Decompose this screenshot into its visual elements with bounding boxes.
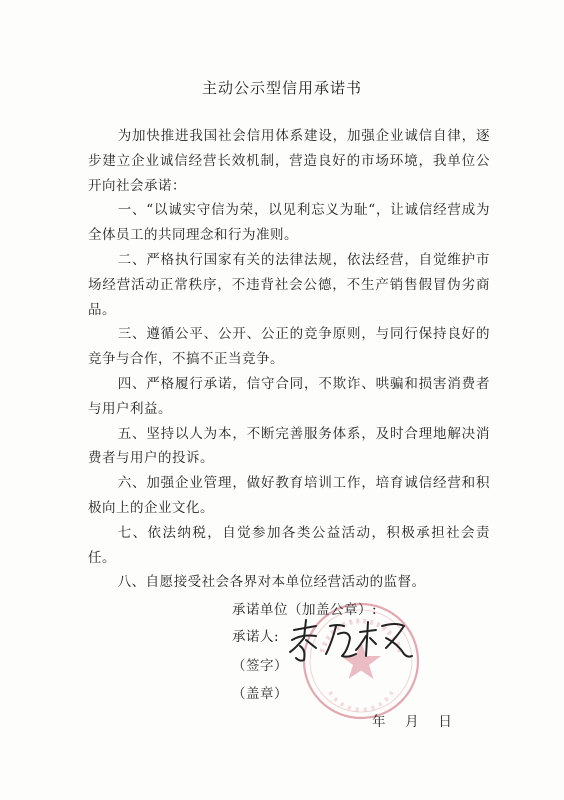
commitment-item-5: 五、坚持以人为本，不断完善服务体系，及时合理地解决消费者与用户的投诉。: [88, 425, 490, 467]
commitment-item-4: 四、严格履行承诺，信守合同，不欺诈、哄骗和损害消费者与用户利益。: [88, 375, 490, 417]
commitment-item-7: 七、依法纳税，自觉参加各类公益活动，积极承担社会责任。: [88, 524, 490, 566]
signature-label: （签字）: [232, 658, 288, 674]
document-body: [88, 124, 490, 595]
document-title: 主动公示型信用承诺书: [201, 79, 362, 97]
commitment-item-8: 八、自愿接受社会各界对本单位经营活动的监督。: [117, 574, 426, 591]
date-label: 年 月 日: [372, 714, 453, 730]
stamp-label: （盖章）: [232, 686, 288, 702]
handwritten-signature: [286, 616, 416, 664]
commitment-item-6: 六、加强企业管理，做好教育培训工作，培育诚信经营和积极向上的企业文化。: [88, 475, 490, 516]
commitment-item-2: 二、严格执行国家有关的法律法规，依法经营，自觉维护市场经营活动正常秩序，不违背社会公德，不生产销售假冒伪劣商品。: [88, 251, 490, 318]
commitment-item-3: 三、遵循公平、公开、公正的竞争原则，与同行保持良好的竞争与合作，不搞不正当竞争。: [88, 326, 490, 368]
intro-paragraph: 为加快推进我国社会信用体系建设，加强企业诚信自律，逐步建立企业诚信经营长效机制，营造良好的市场环境，我单位公开向社会承诺：: [88, 128, 490, 194]
commitment-item-1: 一、“以诚实守信为荣，以见利忘义为耻“，让诚信经营成为全体员工的共同理念和行为准则。: [88, 202, 490, 244]
committing-unit-label: 承诺单位（加盖公章）:: [232, 602, 378, 618]
committing-person-label: 承诺人:: [232, 629, 280, 645]
